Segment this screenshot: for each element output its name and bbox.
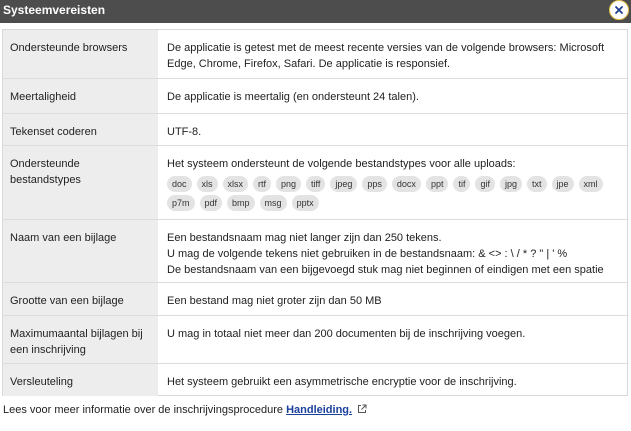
dialog-header (0, 0, 631, 23)
filetype-chip: msg (260, 195, 287, 211)
filetype-chip: bmp (227, 195, 255, 211)
table-row (3, 113, 627, 146)
table-row (3, 219, 627, 283)
row-label: Ondersteunde bestandstypes (3, 146, 158, 220)
filetype-chip: tif (453, 176, 470, 192)
row-label: Versleuteling (3, 364, 158, 396)
filetypes-intro: Het systeem ondersteunt de volgende bestandstypes voor alle uploads: (167, 158, 516, 170)
filetype-chip: xml (579, 176, 603, 192)
row-value (158, 220, 627, 283)
row-label: Meertaligheid (3, 79, 158, 114)
row-value: De applicatie is meertalig (en ondersteunt 24 talen). (167, 91, 419, 103)
row-label: Ondersteunde browsers (3, 30, 158, 78)
filetype-chip: txt (527, 176, 547, 192)
table-row (3, 315, 627, 364)
table-row (3, 282, 627, 316)
row-value: Een bestand mag niet groter zijn dan 50 MB (167, 295, 382, 307)
filetype-chip: p7m (167, 195, 195, 211)
filetype-chip: xlsx (223, 176, 249, 192)
filetype-chip: png (276, 176, 301, 192)
external-link-icon (357, 404, 367, 414)
filetype-chip: doc (167, 176, 192, 192)
filetype-chip: gif (475, 176, 495, 192)
filetype-chip-list (167, 176, 617, 211)
filetype-chip: xls (197, 176, 218, 192)
filetype-chip: pptx (292, 195, 319, 211)
filetype-chip: jpe (552, 176, 574, 192)
row-value: U mag in totaal niet meer dan 200 documenten bij de inschrijving voegen. (167, 328, 526, 340)
table-row (3, 30, 627, 78)
filetype-chip: pps (362, 176, 387, 192)
filename-rule-2: U mag de volgende tekens niet gebruiken in de bestandsnaam: & <> : \ / * ? " | ' % (167, 248, 568, 260)
requirements-table (2, 29, 628, 396)
close-icon (614, 5, 624, 15)
row-label: Grootte van een bijlage (3, 283, 158, 316)
row-value (158, 146, 627, 220)
filetype-chip: pdf (200, 195, 223, 211)
filetype-chip: rtf (253, 176, 271, 192)
filetype-chip: tiff (306, 176, 325, 192)
table-row (3, 363, 627, 396)
row-value: De applicatie is getest met de meest recente versies van de volgende browsers: Microsoft Edge, Chrome, Firefox, Safari. De applicatie is responsief. (167, 42, 605, 70)
dialog-title: Systeemvereisten (3, 3, 106, 17)
filetype-chip: ppt (426, 176, 449, 192)
filetype-chip: jpg (500, 176, 522, 192)
filename-rule-1: Een bestandsnaam mag niet langer zijn dan 250 tekens. (167, 232, 442, 244)
table-row (3, 145, 627, 220)
handleiding-link[interactable]: Handleiding. (286, 404, 353, 416)
table-row (3, 78, 627, 114)
row-label: Tekenset coderen (3, 114, 158, 146)
filetype-chip: jpeg (330, 176, 357, 192)
row-label: Maximumaantal bijlagen bij een inschrijving (3, 316, 158, 364)
filetype-chip: docx (392, 176, 421, 192)
row-value: UTF-8. (167, 126, 202, 138)
close-button[interactable] (609, 0, 629, 20)
filename-rule-3: De bestandsnaam van een bijgevoegd stuk mag niet beginnen of eindigen met een spatie (167, 264, 604, 276)
footer-info (3, 404, 367, 416)
row-value: Het systeem gebruikt een asymmetrische encryptie voor de inschrijving. (167, 376, 517, 388)
row-label: Naam van een bijlage (3, 220, 158, 283)
footer-text: Lees voor meer informatie over de inschrijvingsprocedure (3, 404, 287, 416)
